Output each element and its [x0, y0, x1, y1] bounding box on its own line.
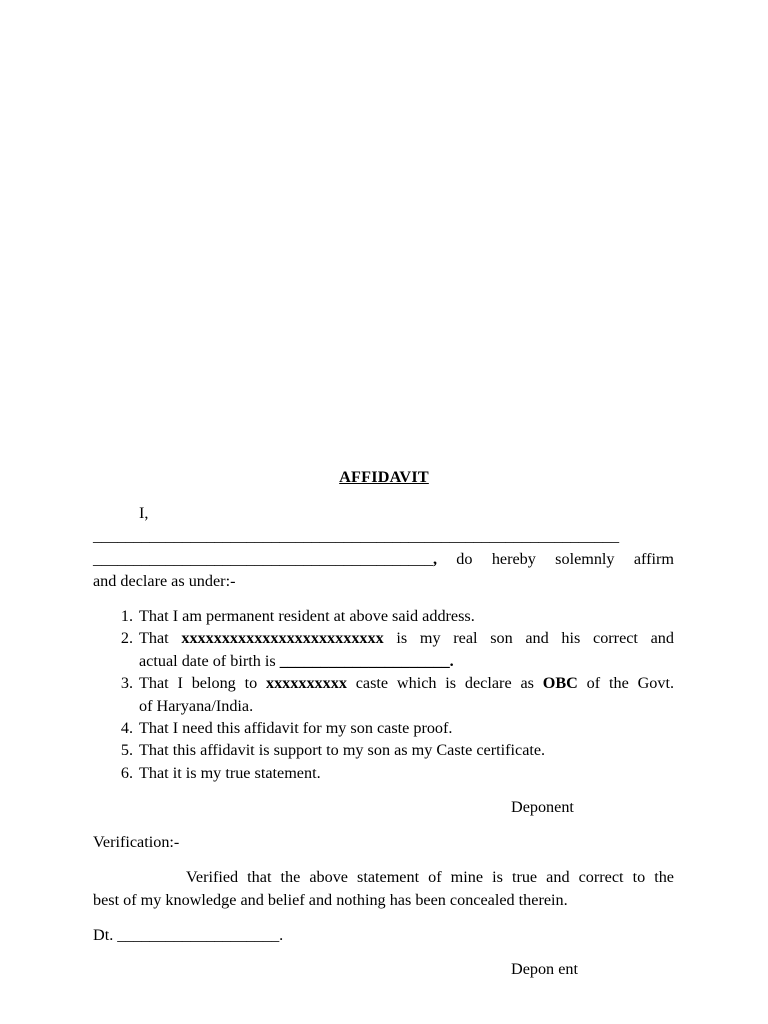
list-item-dob	[139, 650, 674, 672]
dob-end: .	[449, 652, 454, 670]
intro-i-label: I,	[139, 504, 149, 522]
item-text: is my real son and his correct and	[383, 629, 674, 647]
date-label: Dt.	[93, 926, 118, 944]
deponent-signature-label: Depon ent	[511, 960, 578, 978]
item-number: 5.	[120, 741, 133, 759]
item-text: of the Govt.	[577, 674, 675, 692]
item-number: 4.	[120, 719, 133, 737]
verification-line-1: Verified that the above statement of mine is true and correct to the	[186, 868, 674, 886]
verification-line-2: best of my knowledge and belief and nothing has been concealed therein.	[93, 891, 568, 909]
item-number: 6.	[120, 764, 133, 782]
list-item-continuation: of Haryana/India.	[139, 697, 254, 715]
date-blank: ____________________	[117, 926, 280, 944]
item-text: actual date of birth is	[139, 652, 280, 670]
deponent-label: Deponent	[511, 798, 574, 816]
list-item-son-name	[139, 627, 674, 649]
date-end: .	[279, 926, 284, 944]
item-number: 1.	[120, 607, 133, 625]
affirm-line	[93, 548, 674, 570]
item-text: That	[139, 629, 182, 647]
list-item: That this affidavit is support to my son as my Caste certificate.	[139, 741, 546, 759]
son-name-placeholder: xxxxxxxxxxxxxxxxxxxxxxxxx	[181, 629, 384, 647]
date-line	[93, 924, 283, 946]
category-obc: OBC	[542, 674, 578, 692]
item-number: 2.	[120, 629, 133, 647]
caste-placeholder: xxxxxxxxxx	[265, 674, 347, 692]
list-item-caste	[139, 672, 674, 694]
item-number: 3.	[120, 674, 133, 692]
name-blank-line: _________________________________________________________________	[93, 527, 620, 545]
document-title: AFFIDAVIT	[339, 468, 429, 486]
address-blank-line: __________________________________________	[93, 550, 433, 568]
dob-blank: _____________________	[279, 652, 450, 670]
affirm-text: do hereby solemnly affirm	[436, 550, 674, 568]
list-item: That I am permanent resident at above said address.	[139, 607, 475, 625]
item-text: That I belong to	[139, 674, 266, 692]
verification-heading: Verification:-	[93, 833, 180, 851]
declare-text: and declare as under:-	[93, 572, 236, 590]
list-item: That it is my true statement.	[139, 764, 321, 782]
item-text: caste which is declare as	[346, 674, 543, 692]
comma: ,	[432, 550, 437, 568]
list-item: That I need this affidavit for my son caste proof.	[139, 719, 453, 737]
